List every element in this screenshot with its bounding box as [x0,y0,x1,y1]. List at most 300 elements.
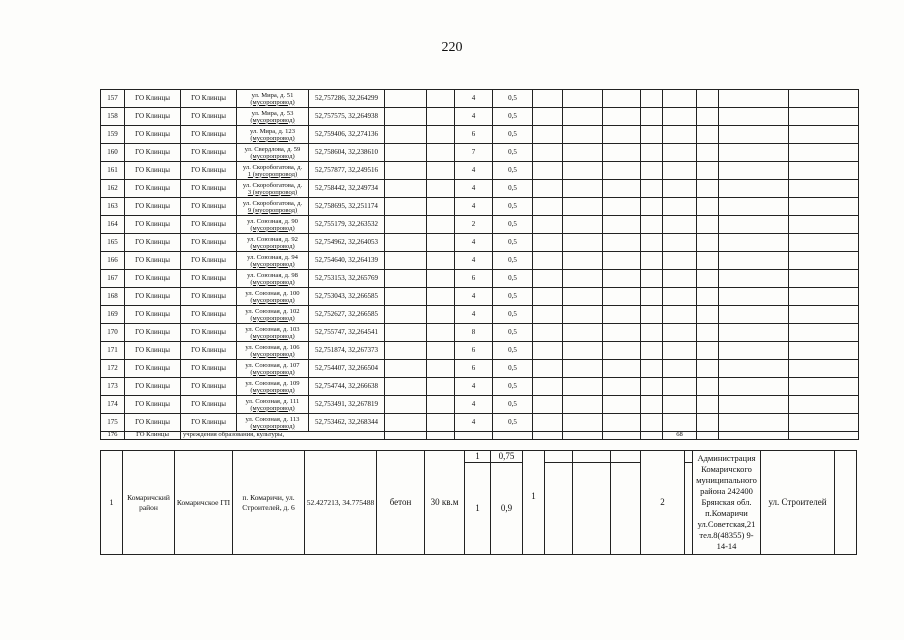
empty-cell [603,396,641,414]
empty-cell [563,90,603,108]
row-address-line: ул. Скоробогатова, д. [242,163,303,171]
empty-cell [427,90,455,108]
empty-cell [533,234,563,252]
bottom-volume-a: 0,75 [491,451,523,463]
row-volume: 0,5 [493,342,533,360]
row-count: 6 [455,126,493,144]
bottom-empty-cell [545,463,573,555]
row-address-note: (мусоропровод) [250,422,295,430]
row-address-note: (мусоропровод) [250,278,295,286]
row-volume: 0,5 [493,270,533,288]
row-coords: 52,751874, 32,267373 [309,342,385,360]
empty-cell [697,126,719,144]
empty-cell [563,306,603,324]
empty-cell [603,108,641,126]
row-coords: 52,755747, 32,264541 [309,324,385,342]
row-number: 176 [101,432,125,440]
row-count: 4 [455,288,493,306]
row-count: 4 [455,90,493,108]
row-volume: 0,5 [493,306,533,324]
row-address-note: (мусоропровод) [250,296,295,304]
empty-cell [385,414,427,432]
empty-cell [719,306,789,324]
row-district: ГО Клинцы [125,108,181,126]
row-district: ГО Клинцы [125,324,181,342]
row-address-note: 9 (мусоропровод) [247,206,298,214]
row-address-line: ул. Мира, д. 123 [249,127,296,135]
row-address [237,342,309,360]
row-district: ГО Клинцы [125,396,181,414]
empty-cell [533,108,563,126]
row-count: 6 [455,270,493,288]
bottom-other: 2 [641,451,685,555]
empty-cell [789,252,859,270]
empty-cell [563,216,603,234]
row-volume: 0,5 [493,198,533,216]
empty-cell [563,396,603,414]
row-address-note: (мусоропровод) [250,134,295,142]
empty-cell [641,360,663,378]
row-address [237,108,309,126]
row-settlement: ГО Клинцы [181,342,237,360]
empty-cell [563,414,603,432]
empty-cell [603,126,641,144]
empty-cell [663,180,697,198]
empty-cell [641,216,663,234]
empty-cell [563,198,603,216]
empty-cell [427,270,455,288]
bottom-settlement: Комаричское ГП [175,451,233,555]
empty-cell [427,162,455,180]
row-coords: 52,755179, 32,263532 [309,216,385,234]
empty-cell [697,432,719,440]
table-row [101,144,859,162]
row-volume: 0,5 [493,144,533,162]
empty-cell [697,108,719,126]
table-row [101,396,859,414]
empty-cell [427,324,455,342]
row-coords: 52,753153, 32,265769 [309,270,385,288]
empty-cell [789,198,859,216]
row-number: 162 [101,180,125,198]
empty-cell [697,234,719,252]
empty-cell [603,414,641,432]
empty-cell [385,90,427,108]
empty-cell [427,180,455,198]
row-number: 157 [101,90,125,108]
row-address [237,324,309,342]
row-district: ГО Клинцы [125,234,181,252]
table-row [101,306,859,324]
row-address-line: ул. Скоробогатова, д. [242,199,303,207]
empty-cell [641,162,663,180]
row-coords: 52,757877, 32,249516 [309,162,385,180]
row-address [237,216,309,234]
row-description: учреждения образования, культуры, [181,432,385,440]
empty-cell [789,234,859,252]
table-row [101,324,859,342]
table-row [101,378,859,396]
row-volume: 0,5 [493,396,533,414]
empty-cell [719,324,789,342]
row-district: ГО Клинцы [125,288,181,306]
row-number: 170 [101,324,125,342]
row-count: 4 [455,108,493,126]
empty-cell [641,342,663,360]
empty-cell [427,108,455,126]
empty-cell [603,162,641,180]
empty-cell [697,306,719,324]
empty-cell [603,432,641,440]
empty-cell [563,360,603,378]
empty-cell [603,270,641,288]
empty-cell [533,360,563,378]
row-address-note: (мусоропровод) [250,368,295,376]
empty-cell [663,144,697,162]
bottom-empty-cell [685,451,693,463]
row-address-line: ул. Союзная, д. 100 [245,289,300,297]
row-district: ГО Клинцы [125,126,181,144]
empty-cell [719,108,789,126]
row-address [237,414,309,432]
row-coords: 52,757575, 32,264938 [309,108,385,126]
row-address [237,162,309,180]
empty-cell [563,324,603,342]
empty-cell [641,306,663,324]
row-address [237,144,309,162]
row-settlement: ГО Клинцы [181,324,237,342]
empty-cell [789,162,859,180]
empty-cell [385,396,427,414]
empty-cell [427,252,455,270]
row-settlement: ГО Клинцы [181,108,237,126]
row-district: ГО Клинцы [125,198,181,216]
empty-cell [663,378,697,396]
row-address [237,360,309,378]
row-count: 4 [455,162,493,180]
empty-cell [385,288,427,306]
empty-cell [697,90,719,108]
empty-cell [533,432,563,440]
row-address-line: ул. Мира, д. 53 [251,109,294,117]
empty-cell [641,396,663,414]
row-address [237,126,309,144]
empty-cell [533,342,563,360]
empty-cell [603,180,641,198]
row-number: 175 [101,414,125,432]
row-address [237,306,309,324]
empty-cell [427,396,455,414]
table-row [101,108,859,126]
table-row-last [101,432,859,440]
empty-cell [719,432,789,440]
waste-sites-table [100,89,859,440]
row-volume: 0,5 [493,414,533,432]
empty-cell [385,342,427,360]
empty-cell [641,288,663,306]
table-row [101,180,859,198]
row-settlement: ГО Клинцы [181,126,237,144]
row-coords: 52,754962, 32,264053 [309,234,385,252]
empty-cell [697,360,719,378]
row-address-note: (мусоропровод) [250,98,295,106]
empty-cell [719,252,789,270]
row-coords: 52,753491, 32,267819 [309,396,385,414]
empty-cell [533,306,563,324]
row-volume: 0,5 [493,108,533,126]
row-settlement: ГО Клинцы [181,162,237,180]
empty-cell [603,342,641,360]
empty-cell [563,288,603,306]
table-row [101,342,859,360]
empty-cell [603,90,641,108]
empty-cell [427,306,455,324]
empty-cell [789,288,859,306]
empty-cell [533,396,563,414]
empty-cell [385,234,427,252]
empty-cell [697,414,719,432]
row-address-note: 3 (мусоропровод) [247,188,298,196]
empty-cell [641,432,663,440]
row-address-line: ул. Скоробогатова, д. [242,181,303,189]
empty-cell [603,252,641,270]
row-number: 174 [101,396,125,414]
row-address-line: ул. Союзная, д. 111 [245,397,300,405]
empty-cell [663,126,697,144]
empty-cell [663,252,697,270]
empty-cell [385,432,427,440]
row-address-line: ул. Союзная, д. 106 [245,343,300,351]
row-settlement: ГО Клинцы [181,396,237,414]
row-coords: 52,753043, 32,266585 [309,288,385,306]
empty-cell [789,144,859,162]
empty-cell [663,162,697,180]
row-volume: 0,5 [493,378,533,396]
row-number: 158 [101,108,125,126]
empty-cell [385,270,427,288]
empty-cell [533,216,563,234]
empty-cell [385,108,427,126]
bottom-empty-cell [573,451,611,463]
empty-cell [455,432,493,440]
row-address-note: (мусоропровод) [250,224,295,232]
empty-cell [603,306,641,324]
empty-cell [533,270,563,288]
row-count: 4 [455,378,493,396]
row-address-note: 1 (мусоропровод) [247,170,298,178]
komarichi-site-table [100,450,857,555]
empty-cell [427,288,455,306]
row-volume: 0,5 [493,288,533,306]
bottom-district: Комаричский район [123,451,175,555]
row-count: 4 [455,306,493,324]
bottom-row-number: 1 [101,451,123,555]
row-coords: 52,758442, 32,249734 [309,180,385,198]
bottom-coords: 52.427213, 34.775488 [305,451,377,555]
empty-cell [533,180,563,198]
empty-cell [719,360,789,378]
empty-cell [603,360,641,378]
row-count: 8 [455,324,493,342]
empty-cell [719,342,789,360]
empty-cell [697,288,719,306]
row-address-note: (мусоропровод) [250,386,295,394]
empty-cell [533,198,563,216]
table-row [101,252,859,270]
empty-cell [789,360,859,378]
empty-cell [641,252,663,270]
row-address-line: ул. Союзная, д. 103 [245,325,300,333]
table-row [101,360,859,378]
row-settlement: ГО Клинцы [181,414,237,432]
empty-cell [385,252,427,270]
table-row [101,126,859,144]
row-district: ГО Клинцы [125,162,181,180]
row-address [237,252,309,270]
row-settlement: ГО Клинцы [181,180,237,198]
bottom-area: 30 кв.м [425,451,465,555]
empty-cell [385,144,427,162]
empty-cell [663,108,697,126]
row-district: ГО Клинцы [125,252,181,270]
row-district: ГО Клинцы [125,432,181,440]
bottom-empty-cell [685,463,693,555]
table-row [101,414,859,432]
row-district: ГО Клинцы [125,342,181,360]
empty-cell [533,324,563,342]
row-coords: 52,753462, 32,268344 [309,414,385,432]
empty-cell [533,288,563,306]
row-district: ГО Клинцы [125,360,181,378]
empty-cell [563,270,603,288]
empty-cell [697,342,719,360]
row-address-note: (мусоропровод) [250,350,295,358]
row-district: ГО Клинцы [125,378,181,396]
empty-cell [563,342,603,360]
row-settlement: ГО Клинцы [181,378,237,396]
row-count: 6 [455,342,493,360]
empty-cell [641,414,663,432]
empty-cell [427,198,455,216]
table-row [101,270,859,288]
row-address-line: ул. Союзная, д. 92 [247,235,298,243]
row-settlement: ГО Клинцы [181,288,237,306]
row-address [237,234,309,252]
bottom-planned: 1 [523,451,545,555]
empty-cell [663,270,697,288]
bottom-empty-cell [611,463,641,555]
empty-cell [563,108,603,126]
empty-cell [641,126,663,144]
empty-cell [641,180,663,198]
empty-cell [719,270,789,288]
empty-cell [719,90,789,108]
empty-cell [563,252,603,270]
row-address [237,270,309,288]
bottom-empty-cell [573,463,611,555]
row-district: ГО Клинцы [125,216,181,234]
empty-cell [533,126,563,144]
bottom-empty-cell [611,451,641,463]
empty-cell [641,198,663,216]
row-number: 165 [101,234,125,252]
empty-cell [641,90,663,108]
row-volume: 0,5 [493,324,533,342]
row-count: 7 [455,144,493,162]
row-district: ГО Клинцы [125,144,181,162]
empty-cell [789,180,859,198]
row-address-line: ул. Союзная, д. 94 [247,253,298,261]
row-coords: 52,752627, 32,266585 [309,306,385,324]
empty-cell [385,126,427,144]
empty-cell [789,396,859,414]
row-number: 166 [101,252,125,270]
row-address-note: (мусоропровод) [250,152,295,160]
row-number: 172 [101,360,125,378]
row-settlement: ГО Клинцы [181,90,237,108]
row-count: 6 [455,360,493,378]
empty-cell [663,324,697,342]
empty-cell [663,234,697,252]
empty-cell [663,198,697,216]
empty-cell [697,324,719,342]
empty-cell [719,288,789,306]
table-row [101,234,859,252]
row-volume: 0,5 [493,126,533,144]
empty-cell [789,414,859,432]
row-count: 4 [455,252,493,270]
empty-cell [385,198,427,216]
row-district: ГО Клинцы [125,306,181,324]
empty-cell [533,162,563,180]
row-count: 4 [455,198,493,216]
row-settlement: ГО Клинцы [181,306,237,324]
row-number: 163 [101,198,125,216]
empty-cell [789,378,859,396]
empty-cell [427,414,455,432]
table-row [101,216,859,234]
empty-cell [697,144,719,162]
row-address-line: ул. Союзная, д. 107 [245,361,300,369]
empty-cell [697,252,719,270]
empty-cell [603,144,641,162]
empty-cell [603,288,641,306]
row-volume: 0,5 [493,234,533,252]
row-address-line: ул. Союзная, д. 90 [247,217,298,225]
row-count: 2 [455,216,493,234]
row-count: 4 [455,180,493,198]
empty-cell [663,306,697,324]
empty-cell [427,126,455,144]
empty-cell [563,162,603,180]
empty-cell [663,396,697,414]
row-district: ГО Клинцы [125,90,181,108]
empty-cell [641,324,663,342]
empty-cell [663,90,697,108]
empty-cell [719,126,789,144]
empty-cell [697,180,719,198]
table-row [101,198,859,216]
bottom-address: п. Комаричи, ул. Строителей, д. 6 [233,451,305,555]
empty-cell [719,216,789,234]
empty-cell [697,198,719,216]
empty-cell [563,432,603,440]
empty-cell [603,234,641,252]
row-coords: 52,754640, 32,264139 [309,252,385,270]
empty-cell [719,180,789,198]
row-address-note: (мусоропровод) [250,260,295,268]
empty-cell [427,360,455,378]
